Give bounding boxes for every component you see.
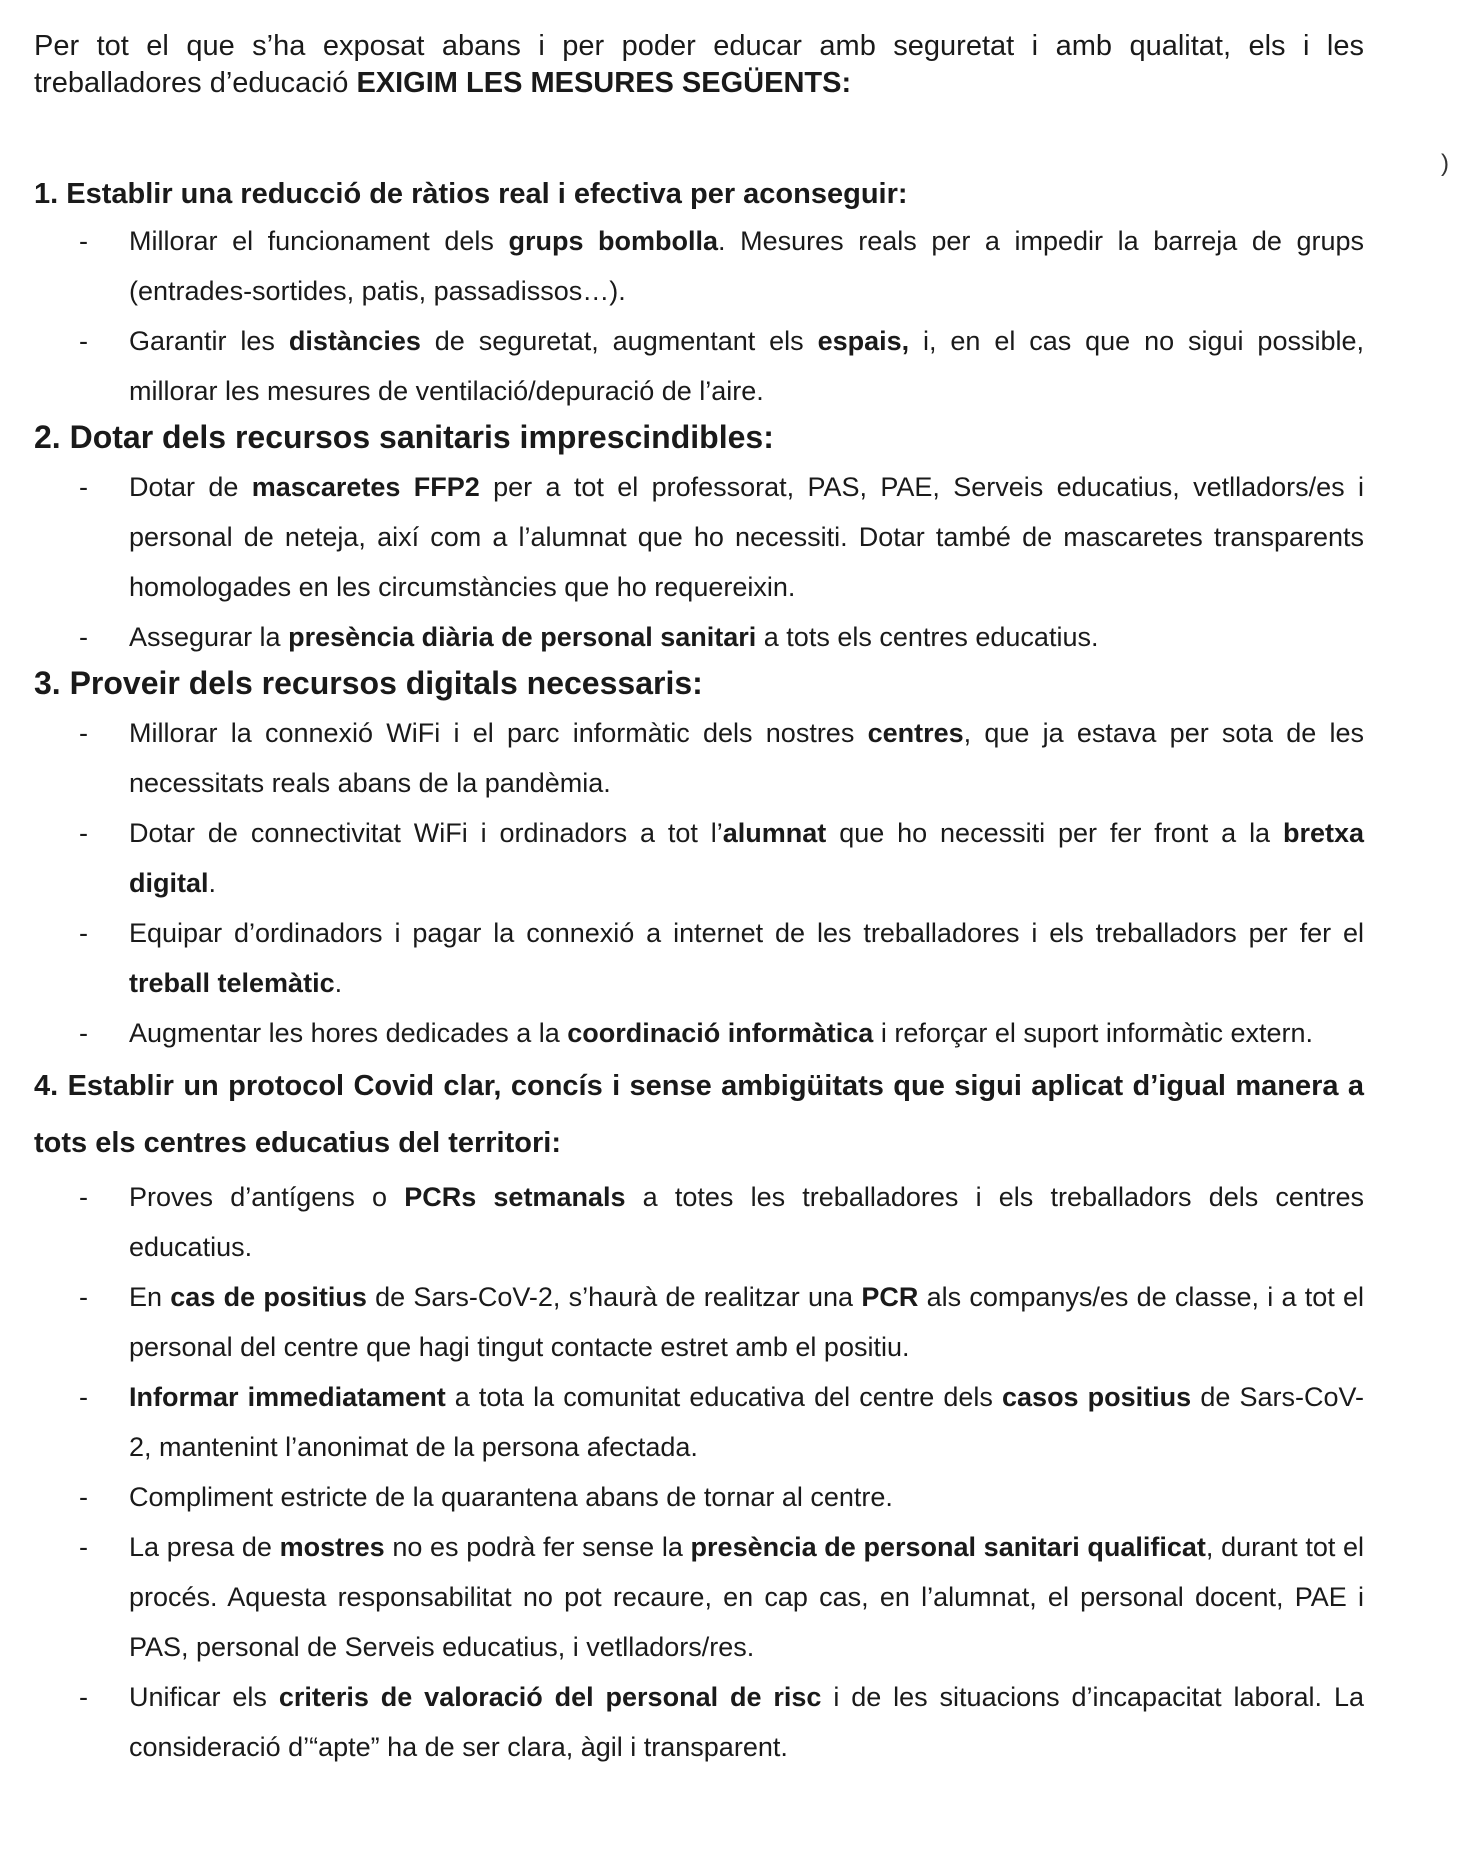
bullet-list <box>34 1172 1364 1772</box>
list-item <box>34 612 1364 662</box>
stray-bracket-mark: ) <box>1441 150 1449 177</box>
bullet-text: Dotar de <box>129 472 252 502</box>
list-item <box>34 1008 1364 1058</box>
bullet-text: de Sars-CoV-2, s’haurà de realitzar una <box>366 1282 862 1312</box>
section-3 <box>34 662 1364 1058</box>
bullet-text: En <box>129 1282 171 1312</box>
list-item <box>34 1372 1364 1472</box>
bullet-text: no es podrà fer sense la <box>384 1532 691 1562</box>
section-heading: 2. Dotar dels recursos sanitaris imprescindibles: <box>34 419 774 455</box>
bullet-text: a totes les treballadores i els treballadors dels centres educatius. <box>129 1182 1364 1262</box>
bullet-text: i de les situacions d’incapacitat laboral. La consideració d’“apte” ha de ser clara, àgil i transparent. <box>129 1682 1364 1762</box>
section-4 <box>34 1058 1364 1772</box>
dash-marker: - <box>79 1482 88 1512</box>
bullet-text: . <box>208 868 217 898</box>
emphasis-text: coordinació informàtica <box>567 1018 874 1048</box>
emphasis-text: Informar immediatament <box>129 1382 446 1412</box>
bullet-text: per a tot el professorat, PAS, PAE, Serveis educatius, vetlladors/es i personal de neteja, així com a l’alumnat que ho necessiti. Dotar també de mascaretes transparents homologades en les circumstàncies que ho requereixin. <box>129 472 1364 602</box>
section-heading: 1. Establir una reducció de ràtios real i efectiva per aconseguir: <box>34 178 908 210</box>
dash-marker: - <box>79 1382 88 1412</box>
bullet-text: Garantir les <box>129 326 289 356</box>
dash-marker: - <box>79 622 88 652</box>
dash-marker: - <box>79 226 88 256</box>
emphasis-text: espais, <box>817 326 910 356</box>
bullet-text: i, en el cas que no sigui possible, millorar les mesures de ventilació/depuració de l’aire. <box>129 326 1364 406</box>
dash-marker: - <box>79 1682 88 1712</box>
emphasis-text: criteris de valoració del personal de risc <box>278 1682 822 1712</box>
list-item <box>34 1672 1364 1772</box>
bullet-text: . Mesures reals per a impedir la barreja de grups (entrades-sortides, patis, passadissos…). <box>129 226 1364 306</box>
bullet-list <box>34 462 1364 662</box>
bullet-text: , durant tot el procés. Aquesta responsabilitat no pot recaure, en cap cas, en l’alumnat, el personal docent, PAE i PAS, personal de Serveis educatius, i vetlladors/res. <box>129 1532 1365 1662</box>
bullet-text: , que ja estava per sota de les necessitats reals abans de la pandèmia. <box>129 718 1364 798</box>
bullet-text: Millorar la connexió WiFi i el parc informàtic dels nostres <box>129 718 868 748</box>
bullet-text: Unificar els <box>129 1682 279 1712</box>
list-item <box>34 908 1364 1008</box>
bullet-list <box>34 216 1364 416</box>
dash-marker: - <box>79 718 88 748</box>
bullet-text: que ho necessiti per fer front a la <box>826 818 1283 848</box>
dash-marker: - <box>79 918 88 948</box>
emphasis-text: presència de personal sanitari qualificat <box>690 1532 1206 1562</box>
bullet-text: als companys/es de classe, i a tot el personal del centre que hagi tingut contacte estret amb el positiu. <box>129 1282 1364 1362</box>
document-page <box>34 28 1364 1772</box>
dash-marker: - <box>79 1182 88 1212</box>
emphasis-text: casos positius <box>1002 1382 1192 1412</box>
bullet-text: Assegurar la <box>129 622 289 652</box>
dash-marker: - <box>79 472 88 502</box>
bullet-text: a tota la comunitat educativa del centre dels <box>445 1382 1003 1412</box>
bullet-text: i reforçar el suport informàtic extern. <box>873 1018 1313 1048</box>
emphasis-text: mostres <box>279 1532 385 1562</box>
section-heading: 3. Proveir dels recursos digitals necessaris: <box>34 665 703 701</box>
dash-marker: - <box>79 326 88 356</box>
bullet-text: de seguretat, augmentant els <box>420 326 818 356</box>
dash-marker: - <box>79 1532 88 1562</box>
list-item <box>34 708 1364 808</box>
intro-demand-emphasis: EXIGIM LES MESURES SEGÜENTS <box>356 67 842 99</box>
section-2 <box>34 416 1364 662</box>
bullet-text: a tots els centres educatius. <box>756 622 1099 652</box>
intro-paragraph <box>34 28 1364 102</box>
emphasis-text: presència diària de personal sanitari <box>288 622 757 652</box>
section-1 <box>34 174 1364 416</box>
emphasis-text: mascaretes FFP2 <box>251 472 480 502</box>
bullet-list <box>34 708 1364 1058</box>
emphasis-text: centres <box>867 718 964 748</box>
list-item <box>34 1272 1364 1372</box>
list-item <box>34 808 1364 908</box>
bullet-text: Equipar d’ordinadors i pagar la connexió a internet de les treballadores i els treballadors per fer el <box>129 918 1364 948</box>
intro-text: Per tot el que s’ha exposat abans i per poder educar amb seguretat i amb qualitat, els i les treballadores d’educació <box>34 30 1364 99</box>
bullet-text: . <box>334 968 343 998</box>
bullet-text: Augmentar les hores dedicades a la <box>129 1018 568 1048</box>
emphasis-text: bretxa digital <box>129 818 1365 898</box>
list-item <box>34 216 1364 316</box>
list-item <box>34 1522 1364 1672</box>
list-item <box>34 316 1364 416</box>
list-item <box>34 1472 1364 1522</box>
dash-marker: - <box>79 1018 88 1048</box>
emphasis-text: cas de positius <box>170 1282 367 1312</box>
intro-colon: : <box>841 67 852 99</box>
dash-marker: - <box>79 818 88 848</box>
list-item <box>34 462 1364 612</box>
emphasis-text: alumnat <box>722 818 827 848</box>
bullet-text: Compliment estricte de la quarantena abans de tornar al centre. <box>129 1482 893 1512</box>
bullet-text: Dotar de connectivitat WiFi i ordinadors a tot l’ <box>129 818 723 848</box>
emphasis-text: treball telemàtic <box>129 968 335 998</box>
emphasis-text: distàncies <box>288 326 421 356</box>
bullet-text: de Sars-CoV-2, mantenint l’anonimat de la persona afectada. <box>129 1382 1364 1462</box>
emphasis-text: PCR <box>861 1282 919 1312</box>
bullet-text: La presa de <box>129 1532 280 1562</box>
list-item <box>34 1172 1364 1272</box>
section-heading: 4. Establir un protocol Covid clar, concís i sense ambigüitats que sigui aplicat d’igual manera a tots els centres educatius del territori: <box>34 1070 1364 1159</box>
bullet-text: Millorar el funcionament dels <box>129 226 509 256</box>
dash-marker: - <box>79 1282 88 1312</box>
emphasis-text: PCRs setmanals <box>404 1182 626 1212</box>
bullet-text: Proves d’antígens o <box>129 1182 405 1212</box>
emphasis-text: grups bombolla <box>508 226 719 256</box>
